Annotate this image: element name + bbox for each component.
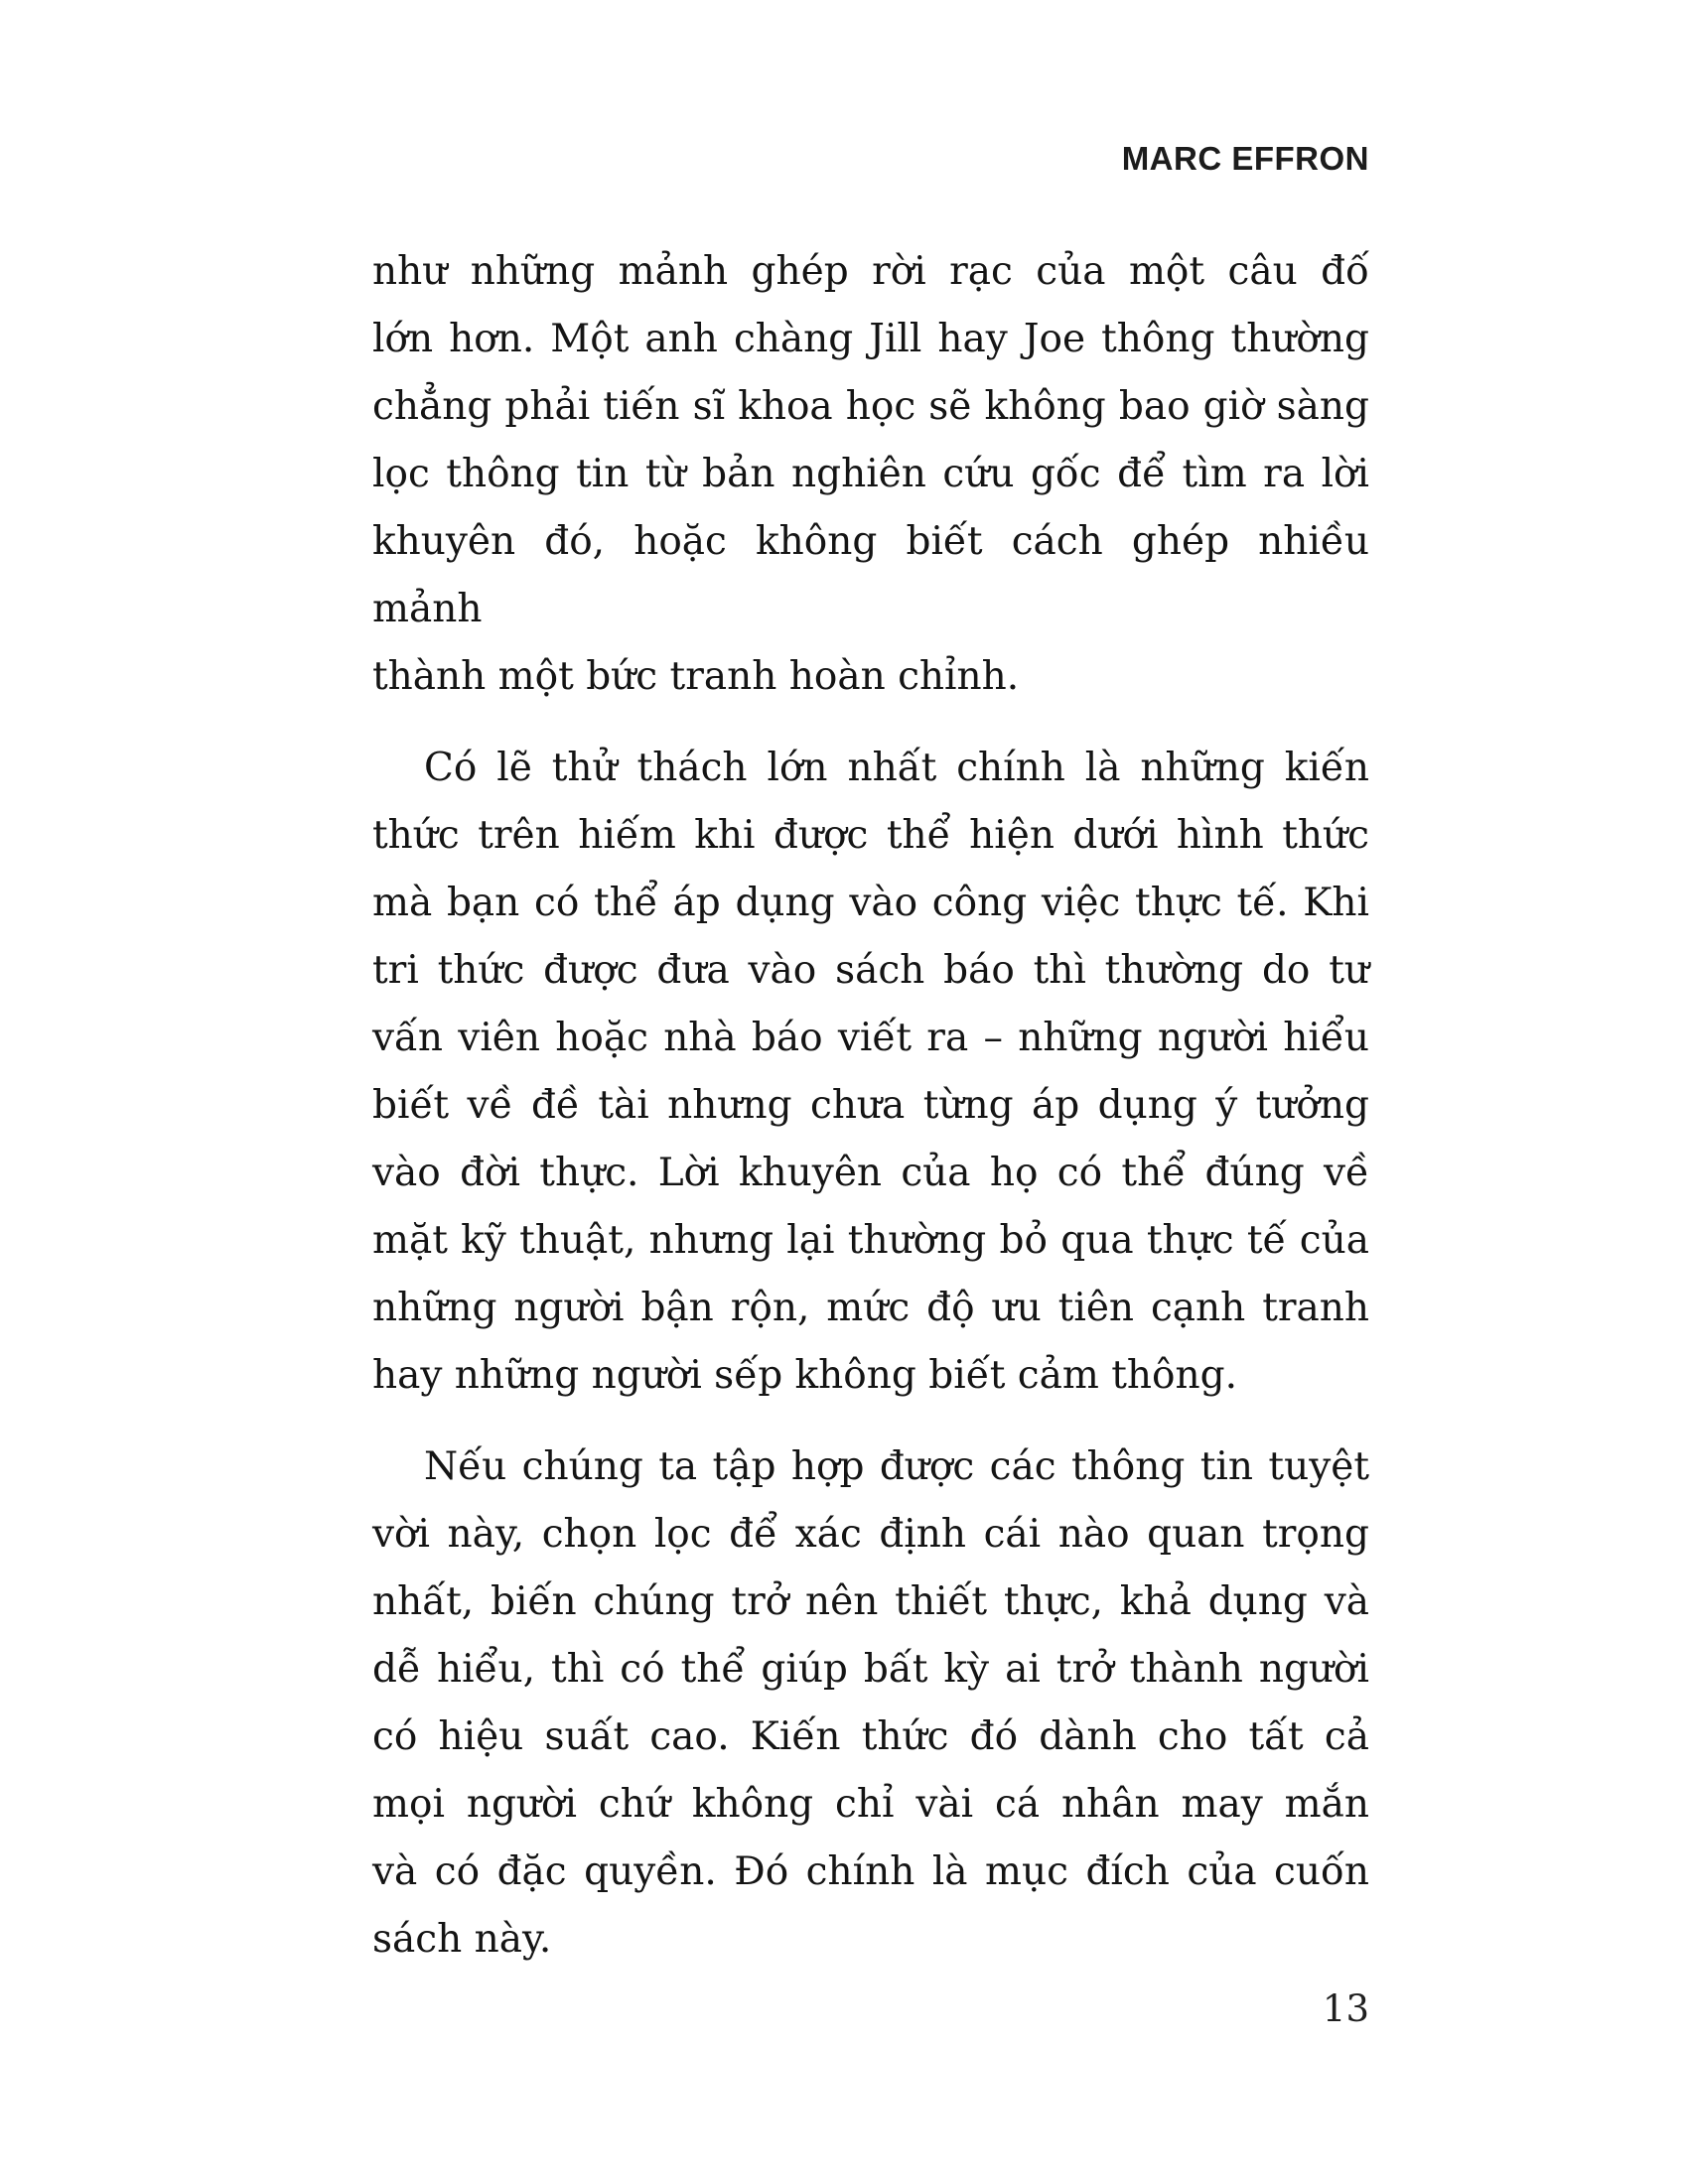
text-line: Nếu chúng ta tập hợp được các thông tin tuyệt — [424, 1444, 1369, 1489]
text-line: như những mảnh ghép rời rạc của một câu đố — [372, 249, 1369, 294]
text-line: sách này. — [372, 1917, 552, 1962]
paragraph — [372, 1433, 1369, 1974]
page-body — [372, 238, 1369, 1974]
text-line: thành một bức tranh hoàn chỉnh. — [372, 654, 1020, 699]
text-line: khuyên đó, hoặc không biết cách ghép nhiều mảnh — [372, 519, 1369, 631]
text-line: lớn hơn. Một anh chàng Jill hay Joe thông thường — [372, 317, 1369, 361]
text-line: những người bận rộn, mức độ ưu tiên cạnh tranh — [372, 1286, 1369, 1330]
paragraph — [372, 735, 1369, 1410]
text-line: mà bạn có thể áp dụng vào công việc thực tế. Khi — [372, 881, 1369, 925]
text-line: lọc thông tin từ bản nghiên cứu gốc để tìm ra lời — [372, 452, 1369, 496]
text-line: chẳng phải tiến sĩ khoa học sẽ không bao giờ sàng — [372, 384, 1369, 429]
text-line: thức trên hiếm khi được thể hiện dưới hình thức — [372, 813, 1369, 858]
paragraph — [372, 238, 1369, 711]
running-header-author: MARC EFFRON — [1121, 140, 1369, 177]
text-line: vấn viên hoặc nhà báo viết ra – những người hiểu — [372, 1016, 1369, 1060]
text-line: mọi người chứ không chỉ vài cá nhân may mắn — [372, 1782, 1369, 1827]
text-line: có hiệu suất cao. Kiến thức đó dành cho tất cả — [372, 1714, 1369, 1759]
text-line: dễ hiểu, thì có thể giúp bất kỳ ai trở thành người — [372, 1647, 1369, 1692]
text-line: biết về đề tài nhưng chưa từng áp dụng ý tưởng — [372, 1083, 1369, 1128]
text-line: vời này, chọn lọc để xác định cái nào quan trọng — [372, 1512, 1369, 1557]
page-number: 13 — [1322, 1987, 1369, 2030]
text-line: hay những người sếp không biết cảm thông. — [372, 1353, 1237, 1398]
text-line: tri thức được đưa vào sách báo thì thường do tư — [372, 948, 1369, 993]
text-line: nhất, biến chúng trở nên thiết thực, khả dụng và — [372, 1579, 1369, 1624]
text-line: Có lẽ thử thách lớn nhất chính là những kiến — [424, 746, 1369, 790]
text-line: mặt kỹ thuật, nhưng lại thường bỏ qua thực tế của — [372, 1218, 1369, 1263]
text-line: và có đặc quyền. Đó chính là mục đích của cuốn — [372, 1849, 1369, 1894]
text-line: vào đời thực. Lời khuyên của họ có thể đúng về — [372, 1151, 1369, 1195]
